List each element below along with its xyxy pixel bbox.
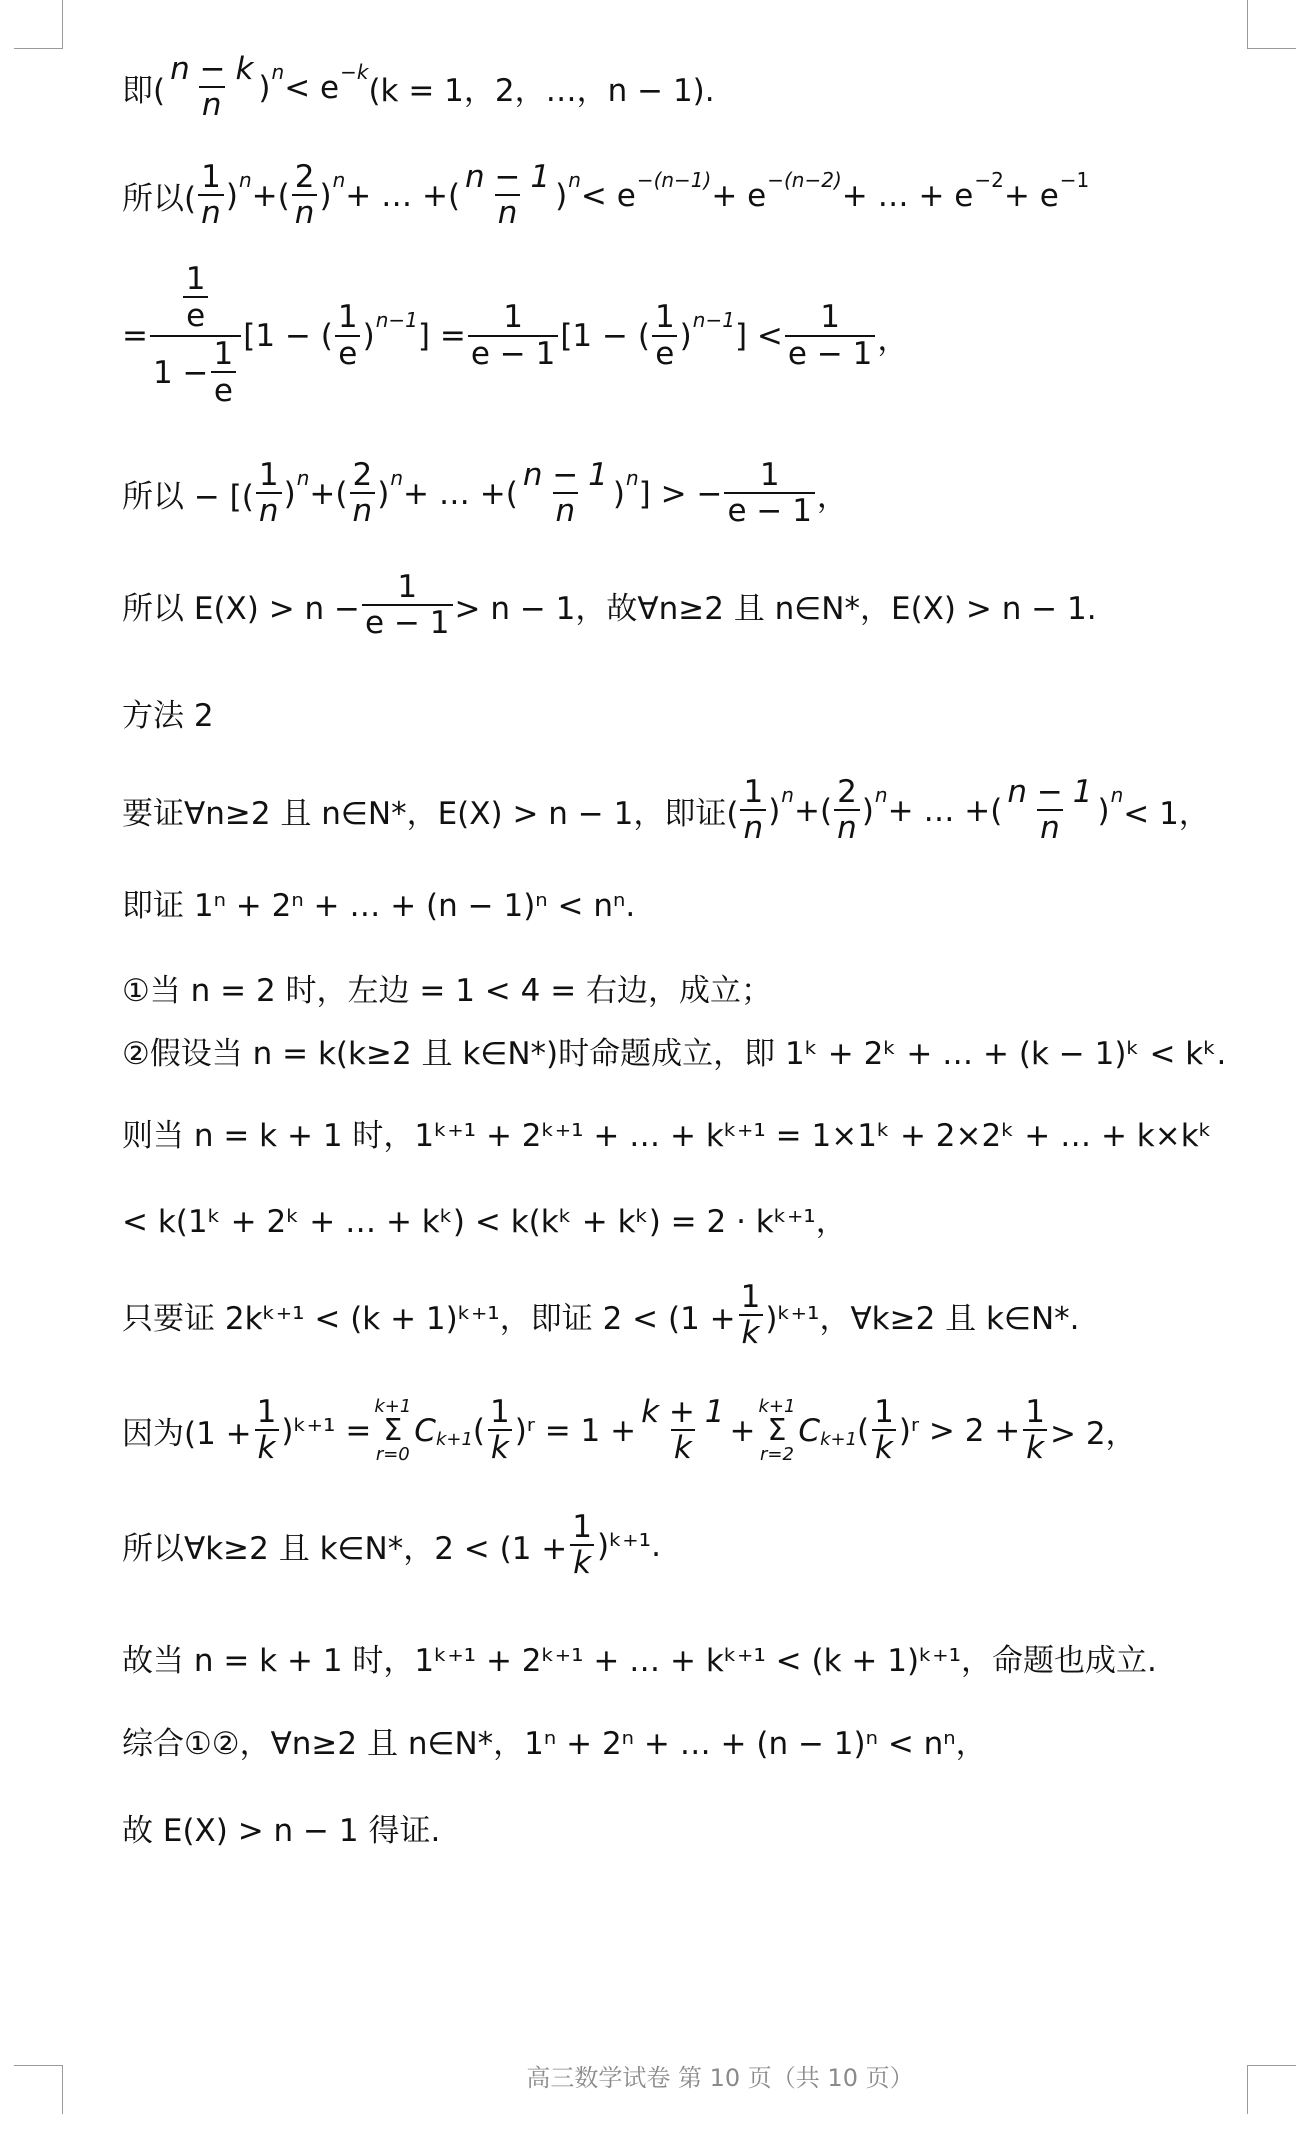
line-combine: 综合①②，∀n≥2 且 n∈N*，1ⁿ + 2ⁿ + … + (n − 1)ⁿ < nⁿ， bbox=[122, 1726, 987, 1762]
line-step-holds: 故当 n = k + 1 时，1ᵏ⁺¹ + 2ᵏ⁺¹ + … + kᵏ⁺¹ < (k + 1)ᵏ⁺¹，命题也成立. bbox=[122, 1643, 1157, 1679]
line-geometric-sum: = $\frac{1}{e}$ 1 − $\frac{1}{e}$ [1 − ( $\frac{1}{e}$ ) n−1 ] = $\frac{1}{e - 1}$ [1 − ( $\frac{1}{e}$ ) n−1 ] < $\frac{1}{e - 1}$ ， bbox=[122, 261, 909, 410]
line-therefore-k: 所以∀k≥2 且 k∈N*，2 < (1 + $\frac{1}{k}$ )ᵏ⁺¹. bbox=[122, 1509, 661, 1582]
fraction: $\frac{n - k}{n}$ bbox=[170, 51, 254, 124]
line-to-prove: 要证∀n≥2 且 n∈N*，E(X) > n − 1，即证( $\frac{1}{n}$ ) n + ( $\frac{2}{n}$ ) n + … + ( $\frac{n - 1}{n}$ ) n < 1， bbox=[122, 774, 1210, 847]
line-inequality-k: 即( $\frac{n - k}{n}$ ) n < e −k (k = 1，2，…，n − 1). bbox=[122, 51, 715, 124]
line-inductive-step: 则当 n = k + 1 时，1ᵏ⁺¹ + 2ᵏ⁺¹ + … + kᵏ⁺¹ = 1×1ᵏ + 2×2ᵏ + … + k×kᵏ bbox=[122, 1118, 1212, 1154]
summation: k+1 Σ r=0 bbox=[374, 1395, 412, 1465]
line-proved: 故 E(X) > n − 1 得证. bbox=[122, 1813, 441, 1849]
compound-fraction: $\frac{1}{e}$ 1 − $\frac{1}{e}$ bbox=[150, 262, 241, 411]
line-negated-sum: 所以 − [( $\frac{1}{n}$ ) n + ( $\frac{2}{n}$ ) n + … + ( $\frac{n - 1}{n}$ ) n ] > − $\frac{1}{e - 1}$ ， bbox=[122, 457, 848, 530]
line-base-case: ①当 n = 2 时，左边 = 1 < 4 = 右边，成立； bbox=[122, 973, 773, 1009]
line-equivalent: 即证 1ⁿ + 2ⁿ + … + (n − 1)ⁿ < nⁿ. bbox=[122, 888, 636, 924]
line-sum-inequality: 所以( $\frac{1}{n}$ ) n + ( $\frac{2}{n}$ ) n + … + ( $\frac{n - 1}{n}$ ) n < e −(n−1) + e −(n−2) + … + e −2 + e −1 bbox=[122, 159, 1090, 232]
line-conclusion-method1: 所以 E(X) > n − $\frac{1}{e - 1}$ > n − 1，故∀n≥2 且 n∈N*，E(X) > n − 1. bbox=[122, 569, 1097, 642]
corner-mark-top-right bbox=[1247, 0, 1296, 49]
line-only-need: 只要证 2kᵏ⁺¹ < (k + 1)ᵏ⁺¹，即证 2 < (1 + $\frac{1}{k}$ )ᵏ⁺¹，∀k≥2 且 k∈N*. bbox=[122, 1279, 1080, 1352]
corner-mark-top-left bbox=[14, 0, 63, 49]
line-binomial: 因为(1 + $\frac{1}{k}$ )ᵏ⁺¹ = k+1 Σ r=0 C k+1 ( $\frac{1}{k}$ )ʳ = 1 + $\frac{k + 1}{k}$ + k+1 Σ r=2 C k+1 ( $\frac{1}{k}$ )ʳ > 2 + $\frac{1}{k}$ > 2， bbox=[122, 1394, 1137, 1467]
line-hypothesis: ②假设当 n = k(k≥2 且 k∈N*)时命题成立，即 1ᵏ + 2ᵏ + … + (k − 1)ᵏ < kᵏ. bbox=[122, 1036, 1227, 1072]
line-bound: < k(1ᵏ + 2ᵏ + … + kᵏ) < k(kᵏ + kᵏ) = 2 · kᵏ⁺¹， bbox=[122, 1204, 847, 1240]
page-footer: 高三数学试卷 第 10 页（共 10 页） bbox=[526, 2064, 914, 2092]
heading-method-2: 方法 2 bbox=[122, 698, 214, 734]
summation: k+1 Σ r=2 bbox=[758, 1395, 796, 1465]
